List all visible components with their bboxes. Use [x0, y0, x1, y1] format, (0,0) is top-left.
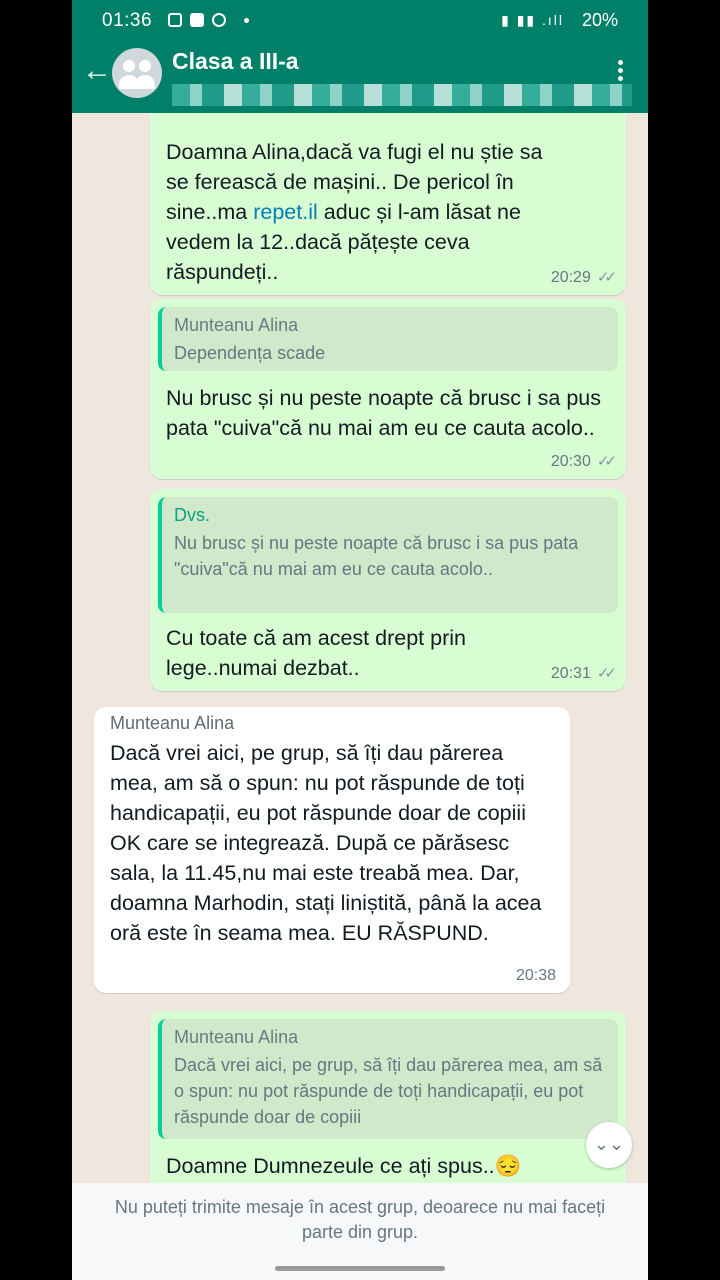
message-bubble[interactable]	[150, 299, 626, 479]
message-text: Doamna Alina,dacă va fugi el nu știe sa se ferească de mașini.. De pericol în sine..ma repet.il aduc și l-am lăsat ne vedem la 12..dacă pățește ceva răspundeți..	[166, 140, 543, 284]
chat-title[interactable]: Clasa a III-a	[172, 48, 299, 74]
message-meta	[516, 967, 556, 985]
signal-icon: ▮ ▮▮ .ıll	[501, 12, 564, 28]
quote-author: Dvs.	[174, 505, 210, 525]
double-check-icon: ✓✓	[596, 453, 612, 470]
phone-screen	[72, 0, 648, 1280]
notification-icon	[212, 13, 226, 27]
app-header	[72, 0, 648, 113]
message-text: Nu brusc și nu peste noapte că brusc i sa pus pata "cuiva"că nu mai am eu ce cauta acolo..	[166, 386, 602, 440]
chevron-down-icon: ⌄⌄	[593, 1134, 625, 1154]
double-check-icon: ✓✓	[596, 665, 612, 682]
message-meta	[551, 452, 612, 471]
quoted-message[interactable]	[158, 497, 618, 613]
blurred-participants	[172, 84, 632, 106]
message-text: Doamne Dumnezeule ce ați spus..😔	[166, 1154, 522, 1178]
message-time: 20:30	[550, 453, 591, 470]
home-indicator[interactable]	[275, 1266, 445, 1271]
message-meta	[551, 664, 612, 683]
footer-notice: Nu puteți trimite mesaje în acest grup, deoarece nu mai faceți parte din grup.	[114, 1197, 606, 1242]
message-list[interactable]	[72, 113, 648, 1183]
quote-text: Nu brusc și nu peste noapte că brusc i sa pus pata "cuiva"că nu mai am eu ce cauta acolo..	[174, 533, 579, 579]
scroll-down-button[interactable]	[586, 1122, 632, 1168]
arrow-left-icon[interactable]: ←	[82, 54, 112, 87]
gallery-icon	[168, 13, 182, 27]
double-check-icon: ✓✓	[596, 269, 612, 286]
message-text: Dacă vrei aici, pe grup, să îți dau părerea mea, am să o spun: nu pot răspunde de toți handicapații, eu pot răspunde doar de copiii OK care se integrează. După ce părăsesc sala, la 11.45,nu mai este treabă mea. Dar, doamna Marhodin, stați liniștită, până la acea oră este în seama mea. EU RĂSPUND.	[110, 741, 542, 945]
message-text: Cu toate că am acest drept prin lege..numai dezbat..	[166, 626, 466, 680]
quote-author: Munteanu Alina	[174, 1027, 299, 1047]
message-bubble[interactable]	[150, 1011, 626, 1183]
message-time: 20:38	[515, 967, 556, 984]
message-meta	[551, 268, 612, 287]
quote-author: Munteanu Alina	[174, 315, 299, 335]
message-link[interactable]: repet.il	[253, 200, 318, 224]
more-notifications-icon	[244, 18, 249, 23]
message-bubble[interactable]	[150, 113, 626, 295]
status-bar	[72, 0, 648, 42]
status-time: 01:36	[102, 10, 153, 31]
message-time: 20:31	[550, 665, 591, 682]
quote-text: Dacă vrei aici, pe grup, să îți dau părerea mea, am să o spun: nu pot răspunde de toți handicapații, eu pot răspunde doar de copiii	[174, 1055, 603, 1127]
message-bubble[interactable]	[94, 707, 570, 993]
message-bubble[interactable]	[150, 489, 626, 691]
footer-notice-bar	[72, 1183, 648, 1280]
battery-level: 20%	[581, 10, 618, 30]
message-time: 20:29	[550, 269, 591, 286]
sender-name: Munteanu Alina	[110, 713, 235, 733]
group-avatar[interactable]	[112, 48, 162, 98]
quoted-message[interactable]	[158, 1019, 618, 1139]
quote-text: Dependența scade	[174, 343, 326, 363]
more-vert-icon[interactable]	[618, 60, 624, 80]
quoted-message[interactable]	[158, 307, 618, 371]
facebook-icon	[190, 13, 204, 27]
